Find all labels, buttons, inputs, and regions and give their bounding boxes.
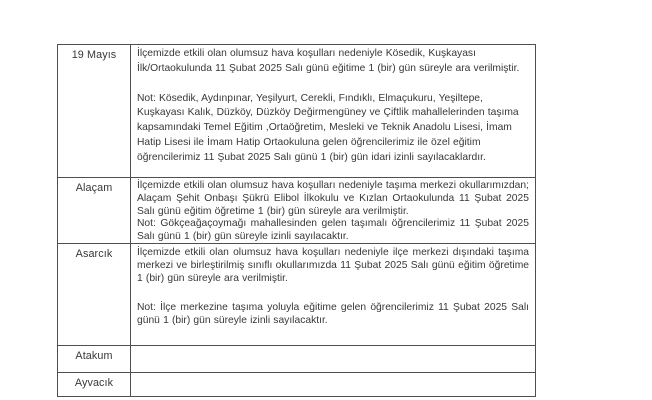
closure-details-cell bbox=[131, 346, 535, 372]
district-name-cell: Alaçam bbox=[58, 178, 131, 243]
district-name-cell: Ayvacık bbox=[58, 373, 131, 396]
table-row bbox=[58, 373, 535, 396]
closure-paragraph: İlçemizde etkili olan olumsuz hava koşulları nedeniyle ilçe merkezi dışındaki taşıma merkezi ve birleştirilmiş sınıflı okullarımızda 11 Şubat 2025 Salı günü eğitim öğretime 1 (bir) gün süreyle ara verilmiştir. bbox=[137, 247, 529, 285]
closure-details-cell bbox=[131, 45, 535, 177]
closure-details-cell bbox=[131, 178, 535, 243]
table-row bbox=[58, 178, 535, 244]
closure-paragraph: İlçemizde etkili olan olumsuz hava koşulları nedeniyle Kösedik, Kuşkayası İlk/Ortaokulunda 11 Şubat 2025 Salı günü eğitime 1 (bir) gün süreyle ara verilmiştir. bbox=[137, 48, 520, 74]
table-row bbox=[58, 45, 535, 178]
table-row bbox=[58, 346, 535, 373]
district-name-cell: Atakum bbox=[58, 346, 131, 372]
district-name-cell: Asarcık bbox=[58, 244, 131, 345]
school-closure-table bbox=[57, 44, 536, 397]
table-row bbox=[58, 244, 535, 346]
closure-paragraph: İlçemizde etkili olan olumsuz hava koşulları nedeniyle taşıma merkezi okullarımızdan; Alaçam Şehit Onbaşı Şükrü Elibol İlkokulu ve Kızlan Ortaokulunda 11 Şubat 2025 Salı günü eğitim öğretime 1 (bir) gün süreyle ara verilmiştir. bbox=[137, 180, 529, 217]
closure-details-cell bbox=[131, 373, 535, 396]
closure-note-paragraph: Not: Kösedik, Aydınpınar, Yeşilyurt, Cerekli, Fındıklı, Elmaçukuru, Yeşiltepe, Kuşkayası Kalık, Düzköy, Düzköy Değirmengüney ve Çiftlik mahallelerinden taşıma kapsamındaki Temel Eğitim ,Ortaöğretim, Mesleki ve Teknik Anadolu Lisesi, İmam Hatip Lisesi ile İmam Hatip Ortaokuluna gelen öğrencilerimiz ile özel eğitim öğrencilerimiz 11 Şubat 2025 Salı günü 1 (bir) gün idari izinli sayılacaklardır. bbox=[137, 92, 519, 163]
closure-details-cell bbox=[131, 244, 535, 345]
closure-note-paragraph: Not: Gökçeağaçoymağı mahallesinden gelen taşımalı öğrencilerimiz 11 Şubat 2025 Salı günü 1 (bir) gün süreyle izinli sayılacaktır. bbox=[137, 218, 529, 243]
district-name-cell: 19 Mayıs bbox=[58, 45, 131, 177]
closure-note-paragraph: Not: İlçe merkezine taşıma yoluyla eğitime gelen öğrencilerimiz 11 Şubat 2025 Salı günü 1 (bir) gün süreyle izinli sayılacaktır. bbox=[137, 301, 529, 326]
